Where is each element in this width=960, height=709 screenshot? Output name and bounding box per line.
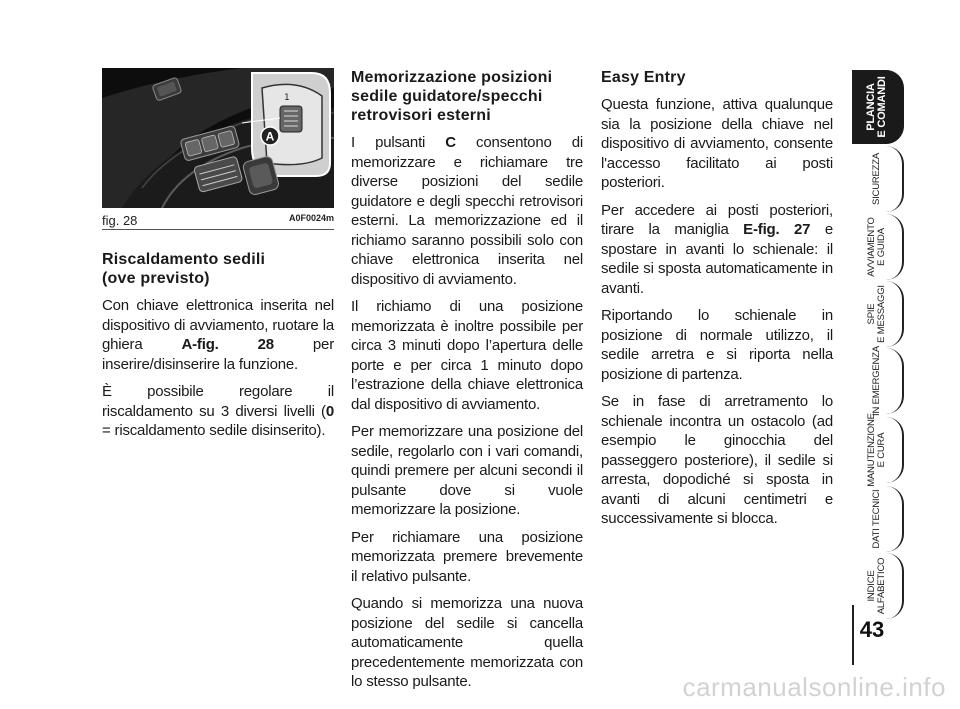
text-run: I pulsanti <box>351 134 446 151</box>
section-tab-6[interactable] <box>852 486 904 552</box>
section-tab-label: SICUREZZA <box>871 152 882 206</box>
paragraph <box>102 382 334 441</box>
section-tab-0[interactable] <box>852 70 904 144</box>
section-tab-4[interactable] <box>852 348 904 414</box>
text-run: consentono di memorizzare e richiamare tre diverse posizioni del sedile guidatore e degli specchi retrovisori esterni. La memorizzazione ed il richiamo saranno possibili solo con chiave elettronica inserita nel dispositivo di avviamento. <box>351 134 583 288</box>
column-seat-heating <box>102 250 334 449</box>
heading-seat-heating <box>102 250 334 288</box>
button-reference: C <box>445 134 456 151</box>
paragraph: Per richiamare una posizione memorizzata premere brevemente il relativo pulsante. <box>351 528 583 585</box>
section-tab-label: SPIE E MESSAGGI <box>866 285 887 343</box>
section-tab-3[interactable] <box>852 281 904 347</box>
figure-reference: A-fig. 28 <box>181 336 274 353</box>
heading-seat-heating-line2: (ove previsto) <box>102 270 210 287</box>
figure-reference: E-fig. 27 <box>743 221 811 238</box>
section-tab-label: AVVIAMENTO E GUIDA <box>866 217 887 277</box>
paragraph: Il richiamo di una posizione memorizzata è inoltre possibile per circa 3 minuti dopo l’apertura delle porte e per circa 1 minuto dopo l’estrazione della chiave elettronica dal dispositivo di avviamento. <box>351 298 583 413</box>
section-tab-label: PLANCIA E COMANDI <box>865 76 888 138</box>
heading-easy-entry: Easy Entry <box>601 69 686 86</box>
paragraph: Questa funzione, attiva qualunque sia la posizione della chiave nel dispositivo di avviamento, consente l'accesso facilitato ai posti posteriori. <box>601 96 833 191</box>
section-tab-label: IN EMERGENZA <box>871 346 882 416</box>
section-tab-label: MANUTENZIONE E CURA <box>866 413 887 487</box>
section-tab-5[interactable] <box>852 413 904 487</box>
paragraph <box>102 296 334 374</box>
heading-seat-heating-line1: Riscaldamento sedili <box>102 251 266 268</box>
watermark: carmanualsonline.info <box>682 672 946 702</box>
text-run: per inserire/disinserire la funzione. <box>102 336 334 373</box>
figure-divider <box>102 229 334 230</box>
section-tab-label: DATI TECNICI <box>871 489 882 549</box>
paragraph <box>601 201 833 299</box>
section-tab-1[interactable] <box>852 146 904 212</box>
section-tab-2[interactable] <box>852 214 904 280</box>
text-run: Con chiave elettronica inserita nel dispositivo di avviamento, ruotare la ghiera <box>102 297 334 353</box>
paragraph: Quando si memorizza una nuova posizione del sedile si cancella automaticamente quella precedentemente memorizzata con lo stesso pulsante. <box>351 595 583 690</box>
text-run: È possibile regolare il riscaldamento su 3 diversi livelli ( <box>102 383 334 420</box>
section-index <box>852 40 904 668</box>
text-run: e spostare in avanti lo schienale: il sedile si sposta automaticamente in avanti. <box>601 221 834 297</box>
section-tab-7[interactable] <box>852 553 904 619</box>
level-reference: 0 <box>325 402 334 420</box>
paragraph: Per memorizzare una posizione del sedile, regolarlo con i vari comandi, quindi premere per alcuni secondi il pulsante dove si vuole memorizzare la posizione. <box>351 423 583 518</box>
section-tab-label: INDICE ALFABETICO <box>866 557 887 615</box>
figure-seat-controls <box>102 68 334 208</box>
figure-caption-label: fig. 28 <box>102 213 138 228</box>
seat-controls-illustration <box>102 68 334 208</box>
column-memory-positions <box>351 68 583 700</box>
svg-text:1: 1 <box>284 93 290 103</box>
column-easy-entry <box>601 68 833 537</box>
paragraph: Riportando lo schienale in posizione di normale utilizzo, il sedile arretra e si riporta nella posizione di partenza. <box>601 307 833 383</box>
figure-caption <box>102 213 334 228</box>
text-run: = riscaldamento sedile disinserito). <box>102 422 326 439</box>
page-number: 43 <box>859 617 885 642</box>
paragraph <box>351 133 583 289</box>
paragraph: Se in fase di arretramento lo schienale incontra un ostacolo (ad esempio le ginocchia del passeggero posteriore), il sedile si arresta, dopodiché si sposta in avanti di alcuni centimetri e successivamente si blocca. <box>601 393 833 527</box>
figure-code: A0F0024m <box>288 213 334 223</box>
heading-memory-positions: Memorizzazione posizioni sedile guidatore/specchi retrovisori esterni <box>351 69 553 124</box>
text-run: Per accedere ai posti posteriori, tirare la maniglia <box>601 201 833 238</box>
callout-a: A <box>265 129 275 144</box>
